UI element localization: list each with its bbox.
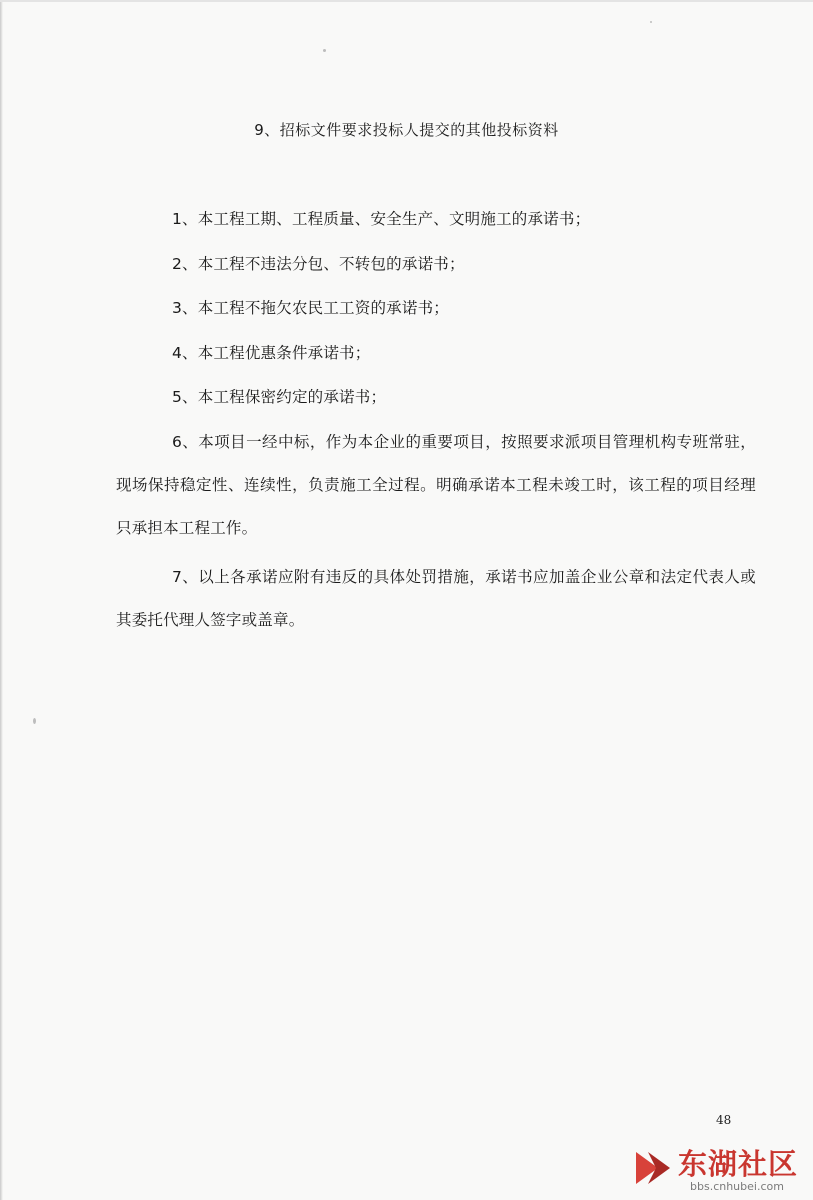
list-item-3: 3、本工程不拖欠农民工工资的承诺书； xyxy=(172,299,449,317)
page-number: 48 xyxy=(716,1113,732,1127)
scan-speck xyxy=(650,21,652,23)
page-edge-shadow xyxy=(0,0,3,1200)
scan-speck xyxy=(33,718,36,724)
scan-speck xyxy=(323,49,326,52)
watermark-name: 东湖社区 xyxy=(678,1147,799,1181)
list-item-4: 4、本工程优惠条件承诺书； xyxy=(172,344,371,362)
list-item-6: 6、本项目一经中标，作为本企业的重要项目，按照要求派项目管理机构专班常驻，现场保持稳定性、连续性，负责施工全过程。明确承诺本工程未竣工时，该工程的项目经理只承担本工程工作。 xyxy=(116,433,756,537)
watermark xyxy=(632,1140,807,1196)
watermark-logo-icon xyxy=(632,1146,674,1190)
list-item-5: 5、本工程保密约定的承诺书； xyxy=(172,388,387,406)
section-title: 9、招标文件要求投标人提交的其他投标资料 xyxy=(254,121,559,139)
list-item-7: 7、以上各承诺应附有违反的具体处罚措施，承诺书应加盖企业公章和法定代表人或其委托代理人签字或盖章。 xyxy=(116,568,756,629)
page-edge-top xyxy=(0,0,813,2)
list-item-1: 1、本工程工期、工程质量、安全生产、文明施工的承诺书； xyxy=(172,210,591,228)
list-item-2: 2、本工程不违法分包、不转包的承诺书； xyxy=(172,255,465,273)
watermark-url: bbs.cnhubei.com xyxy=(690,1180,784,1193)
